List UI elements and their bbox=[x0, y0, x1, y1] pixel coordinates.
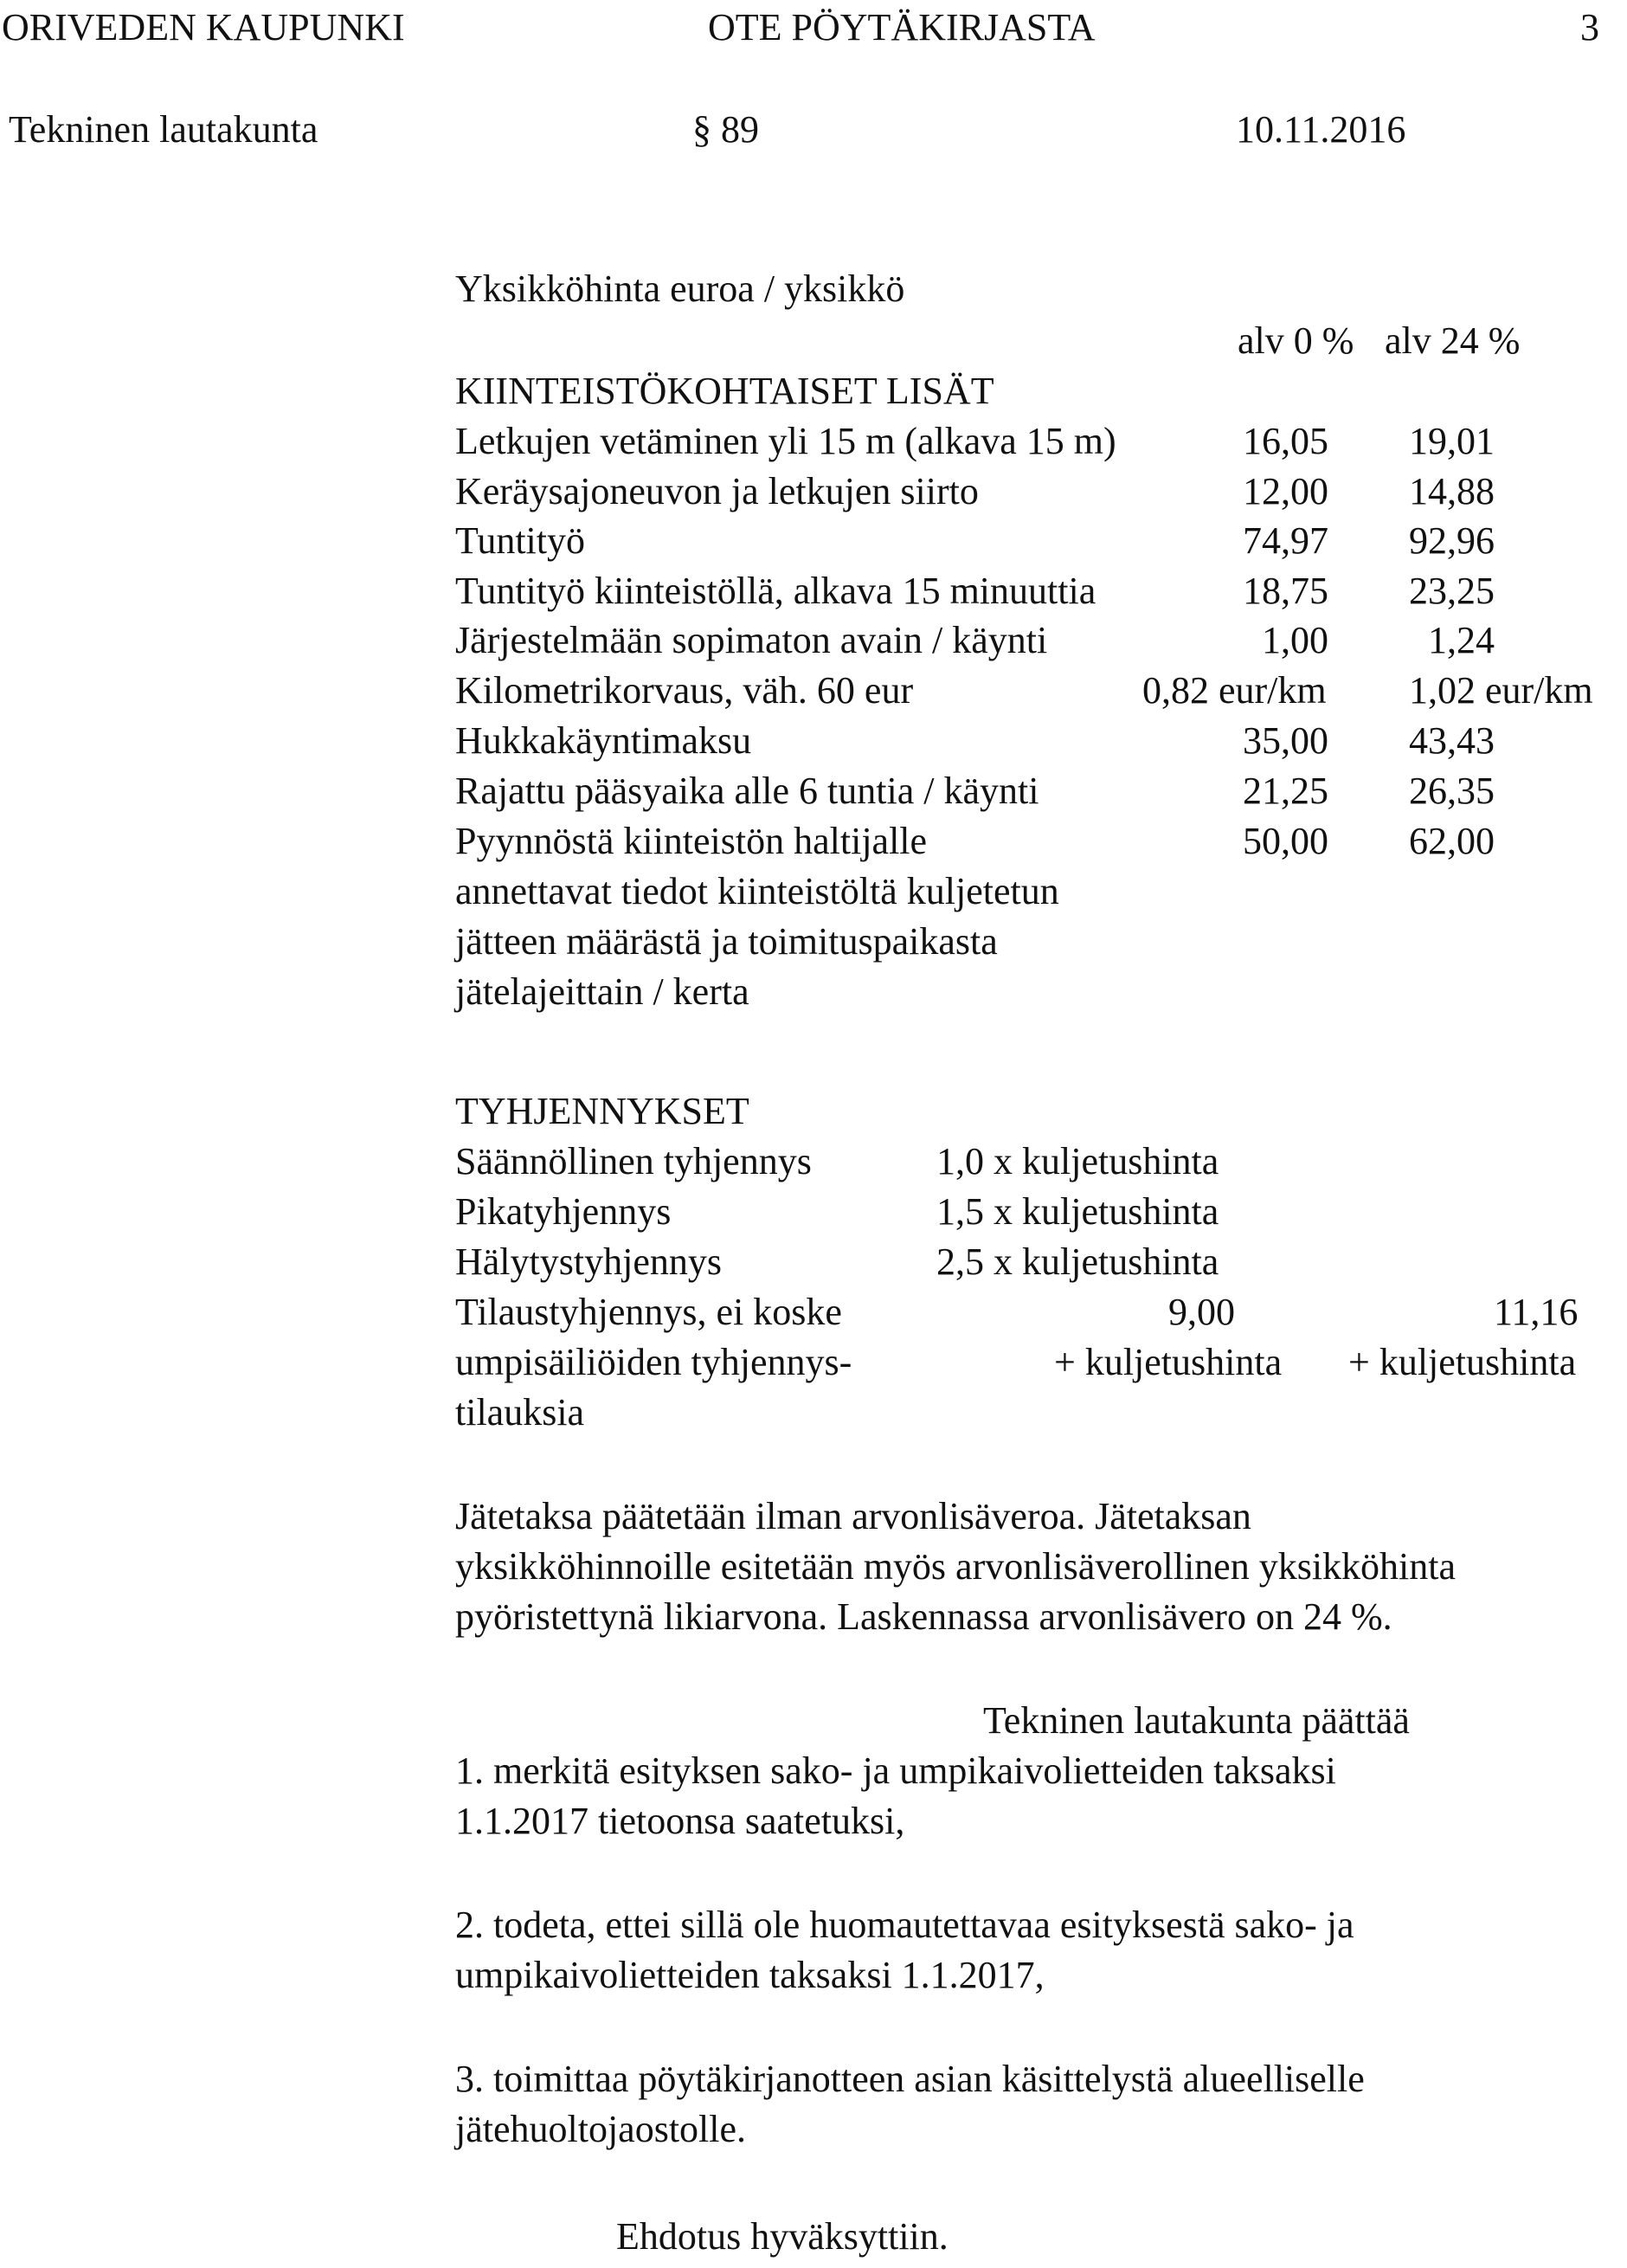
decision-result: Ehdotus hyväksyttiin. bbox=[616, 2215, 949, 2258]
extras-row-vat24: 14,88 bbox=[1409, 470, 1495, 512]
page-number: 3 bbox=[1580, 6, 1599, 48]
decision-item-1-line: 1. merkitä esityksen sako- ja umpikaivolietteiden taksaksi bbox=[455, 1749, 1336, 1792]
extras-row-vat24: 19,01 bbox=[1409, 420, 1495, 462]
price-intro: Yksikköhinta euroa / yksikkö bbox=[455, 267, 905, 310]
order-emptying-label: Tilaustyhjennys, ei koske bbox=[455, 1291, 842, 1333]
extras-row-label: Keräysajoneuvon ja letkujen siirto bbox=[455, 470, 979, 512]
emptying-row-label: Säännöllinen tyhjennys bbox=[455, 1140, 812, 1182]
extras-row-vat0: 74,97 bbox=[1243, 519, 1328, 562]
extras-row-vat24: 62,00 bbox=[1409, 820, 1495, 862]
emptyings-heading: TYHJENNYKSET bbox=[455, 1090, 749, 1132]
section-number: § 89 bbox=[692, 108, 759, 151]
extras-row-label: Hukkakäyntimaksu bbox=[455, 719, 752, 762]
decision-title: Tekninen lautakunta päättää bbox=[983, 1699, 1410, 1742]
vat-note-line: pyöristettynä likiarvona. Laskennassa arvonlisävero on 24 %. bbox=[455, 1595, 1392, 1638]
order-emptying-label: umpisäiliöiden tyhjennys- bbox=[455, 1341, 852, 1383]
emptying-row-value: 2,5 x kuljetushinta bbox=[936, 1240, 1219, 1283]
organization-name: ORIVEDEN KAUPUNKI bbox=[2, 6, 405, 48]
extras-row-vat24: 92,96 bbox=[1409, 519, 1495, 562]
order-emptying-vat24: 11,16 bbox=[1494, 1291, 1579, 1333]
extras-row-label: Tuntityö bbox=[455, 519, 586, 562]
order-emptying-label: tilauksia bbox=[455, 1391, 585, 1434]
extras-row-vat24: 1,02 eur/km bbox=[1409, 669, 1593, 712]
extras-heading: KIINTEISTÖKOHTAISET LISÄT bbox=[455, 370, 994, 412]
extras-continuation-line: jätelajeittain / kerta bbox=[455, 970, 749, 1013]
order-emptying-vat0: 9,00 bbox=[1168, 1291, 1235, 1333]
extras-row-vat24: 23,25 bbox=[1409, 570, 1495, 612]
extras-row-vat24: 1,24 bbox=[1428, 619, 1495, 661]
emptying-row-value: 1,0 x kuljetushinta bbox=[936, 1140, 1219, 1182]
extras-continuation-line: jätteen määrästä ja toimituspaikasta bbox=[455, 920, 998, 963]
extras-row-vat0: 50,00 bbox=[1243, 820, 1328, 862]
extras-row-vat0: 1,00 bbox=[1262, 619, 1328, 661]
extras-row-vat0: 35,00 bbox=[1243, 719, 1328, 762]
decision-item-3-line: 3. toimittaa pöytäkirjanotteen asian käsittelystä alueelliselle bbox=[455, 2058, 1365, 2100]
emptying-row-label: Pikatyhjennys bbox=[455, 1190, 672, 1233]
decision-item-3-line: jätehuoltojaostolle. bbox=[455, 2108, 747, 2150]
order-emptying-plus24: + kuljetushinta bbox=[1348, 1341, 1577, 1383]
col-header-vat0: alv 0 % bbox=[1238, 319, 1354, 362]
extras-row-label: Tuntityö kiinteistöllä, alkava 15 minuuttia bbox=[455, 570, 1096, 612]
extras-row-vat0: 12,00 bbox=[1243, 470, 1328, 512]
decision-item-2-line: umpikaivolietteiden taksaksi 1.1.2017, bbox=[455, 1954, 1045, 1996]
extras-row-label: Letkujen vetäminen yli 15 m (alkava 15 m) bbox=[455, 420, 1116, 462]
vat-note-line: Jätetaksa päätetään ilman arvonlisäveroa. Jätetaksan bbox=[455, 1495, 1251, 1537]
emptying-row-label: Hälytystyhjennys bbox=[455, 1240, 722, 1283]
extras-row-label: Järjestelmään sopimaton avain / käynti bbox=[455, 619, 1048, 661]
vat-note-line: yksikköhinnoille esitetään myös arvonlisäverollinen yksikköhinta bbox=[455, 1545, 1457, 1588]
extras-row-vat24: 26,35 bbox=[1409, 770, 1495, 812]
col-header-vat24: alv 24 % bbox=[1385, 319, 1521, 362]
decision-item-2-line: 2. todeta, ettei sillä ole huomautettavaa esityksestä sako- ja bbox=[455, 1904, 1354, 1946]
extras-row-vat0: 18,75 bbox=[1243, 570, 1328, 612]
extras-row-label: Kilometrikorvaus, väh. 60 eur bbox=[455, 669, 914, 712]
extras-row-vat0: 16,05 bbox=[1243, 420, 1328, 462]
extras-row-vat0: 0,82 eur/km bbox=[1142, 669, 1327, 712]
extras-row-label: Rajattu pääsyaika alle 6 tuntia / käynti bbox=[455, 770, 1039, 812]
extras-row-vat0: 21,25 bbox=[1243, 770, 1328, 812]
meeting-date: 10.11.2016 bbox=[1236, 108, 1406, 151]
document-title: OTE PÖYTÄKIRJASTA bbox=[708, 6, 1096, 48]
order-emptying-plus0: + kuljetushinta bbox=[1054, 1341, 1283, 1383]
emptying-row-value: 1,5 x kuljetushinta bbox=[936, 1190, 1219, 1233]
extras-row-label: Pyynnöstä kiinteistön haltijalle bbox=[455, 820, 928, 862]
extras-continuation-line: annettavat tiedot kiinteistöltä kuljetetun bbox=[455, 870, 1059, 912]
committee-name: Tekninen lautakunta bbox=[9, 108, 318, 151]
extras-row-vat24: 43,43 bbox=[1409, 719, 1495, 762]
decision-item-1-line: 1.1.2017 tietoonsa saatetuksi, bbox=[455, 1800, 905, 1842]
